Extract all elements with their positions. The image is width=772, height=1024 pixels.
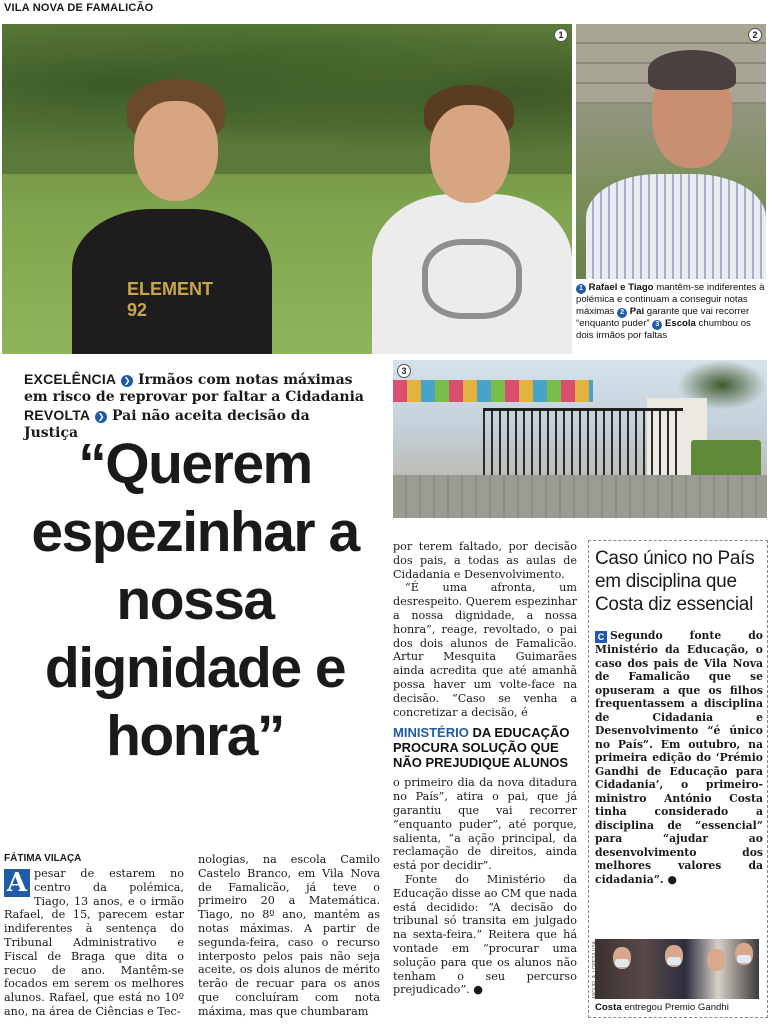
drop-cap: A [4,869,30,897]
photo-number-2: 2 [748,28,762,42]
deck-line-1: EXCELÊNCIA ❯ Irmãos com notas máximas em risco de reprovar por faltar a Cidadania [24,371,364,405]
arrow-icon: ❯ [95,411,107,423]
cm-badge-icon: C [595,631,607,643]
tuba-print [422,239,522,319]
boy-left [72,79,272,354]
arrow-icon: ❯ [121,375,133,387]
photo-number-3: 3 [397,364,411,378]
school-fence [483,408,683,478]
headline: “Querem espezinhar a nossa dignidade e honra” [31,432,359,768]
body-column-3: por terem faltado, por decisão dos pais, a todas as aulas de Cidadania e Desenvolvimento. “É uma afronta, um desrespeito. Querem espezinhar a nossa dignidade, a nossa honra”, reage, revoltado, o pai dos dois alunos de Famalicão. Artur Mesquita Guimarães ainda acredita que até amanhã possa haver um volte-face na decisão. “Caso se venha a concretizar a decisão, é MINISTÉRIO DA EDUCAÇÃO PROCURA SOLUÇÃO QUE NÃO PREJUDIQUE ALUNOS o primeiro dia da nova ditadura no País”, atira o pai, que já garantiu que vai recorrer “enquanto puder”, até porque, salienta, “a ação principal, da reclamação de direitos, ainda está por decidir”. Fonte do Ministério da Educação disse ao CM que nada está decidido: “A decisão do tribunal só transita em julgado na sexta-feira.” Reitera que há vontade em “procurar uma solução para que os alunos não tenham o seu percurso prejudicado”. ● [393,540,577,997]
caption-number-3: 3 [652,320,662,330]
byline: FÁTIMA VILAÇA [4,853,82,864]
shirt-print: ELEMENT 92 [127,279,214,320]
caption-number-2: 2 [617,308,627,318]
section-label: VILA NOVA DE FAMALICÃO [4,2,154,14]
subheading: MINISTÉRIO DA EDUCAÇÃO PROCURA SOLUÇÃO QUE NÃO PREJUDIQUE ALUNOS [393,725,570,771]
photo-number-1: 1 [554,28,568,42]
body-column-1: A pesar de estarem no centro da polémica, Tiago, 13 anos, e o irmão Rafael, de 15, parecem estar indiferentes à sentença do Tribunal Administrativo e Fiscal de Braga que dita o recuo de ano. Mantêm-se focados em serem os melhores alunos. Rafael, que está no 10º ano, na área de Ciências e Tec- [4,867,184,1018]
photo-costa-award [595,939,759,999]
sidebar-text: C Segundo fonte do Ministério da Educação, o caso dos pais de Vila Nova de Famalicão que se opuseram a que os filhos frequentassem a disciplina de Cidadania e Desenvolvimento “é único no País”. Em outubro, na primeira edição do ‘Prémio Gandhi de Educação para Cidadania’, o primeiro-ministro António Costa tinha considerado a disciplina de “essencial” para “ajudar ao desenvolvimento dos melhores valores da cidadania”. ● [595,629,763,886]
photo-caption: 1 Rafael e Tiago mantêm-se indiferentes à polémica e continuam a conseguir notas máximas 2 Pai garante que vai recorrer “enquanto puder” 3 Escola chumbou os dois irmãos por faltas [576,282,765,341]
colorful-canopy [393,380,593,402]
photo-school [393,360,767,518]
body-column-2: nologias, na escola Camilo Castelo Branco, em Vila Nova de Famalicão, já teve o primeiro 20 a Matemática. Tiago, no 8º ano, mantém as notas máximas. A partir de segunda-feira, caso o recurso interposto pelos pais não seja aceite, os dois alunos de mérito terão de recuar para os anos que concluíram com nota máxima, mas que chumbaram [198,853,380,1018]
boy-right [372,79,572,354]
sidebar-title: Caso único no País em disciplina que Costa diz essencial [595,548,755,615]
sidebar-box [588,540,768,1018]
caption-number-1: 1 [576,284,586,294]
photo-brothers [2,24,572,354]
deck-line-2: REVOLTA ❯ Pai não aceita decisão da Justiça [24,407,310,441]
sidebar-photo-caption: Costa entregou Premio Gandhi [595,1002,729,1013]
photo-father [576,24,766,279]
recycling-bins [691,440,761,478]
